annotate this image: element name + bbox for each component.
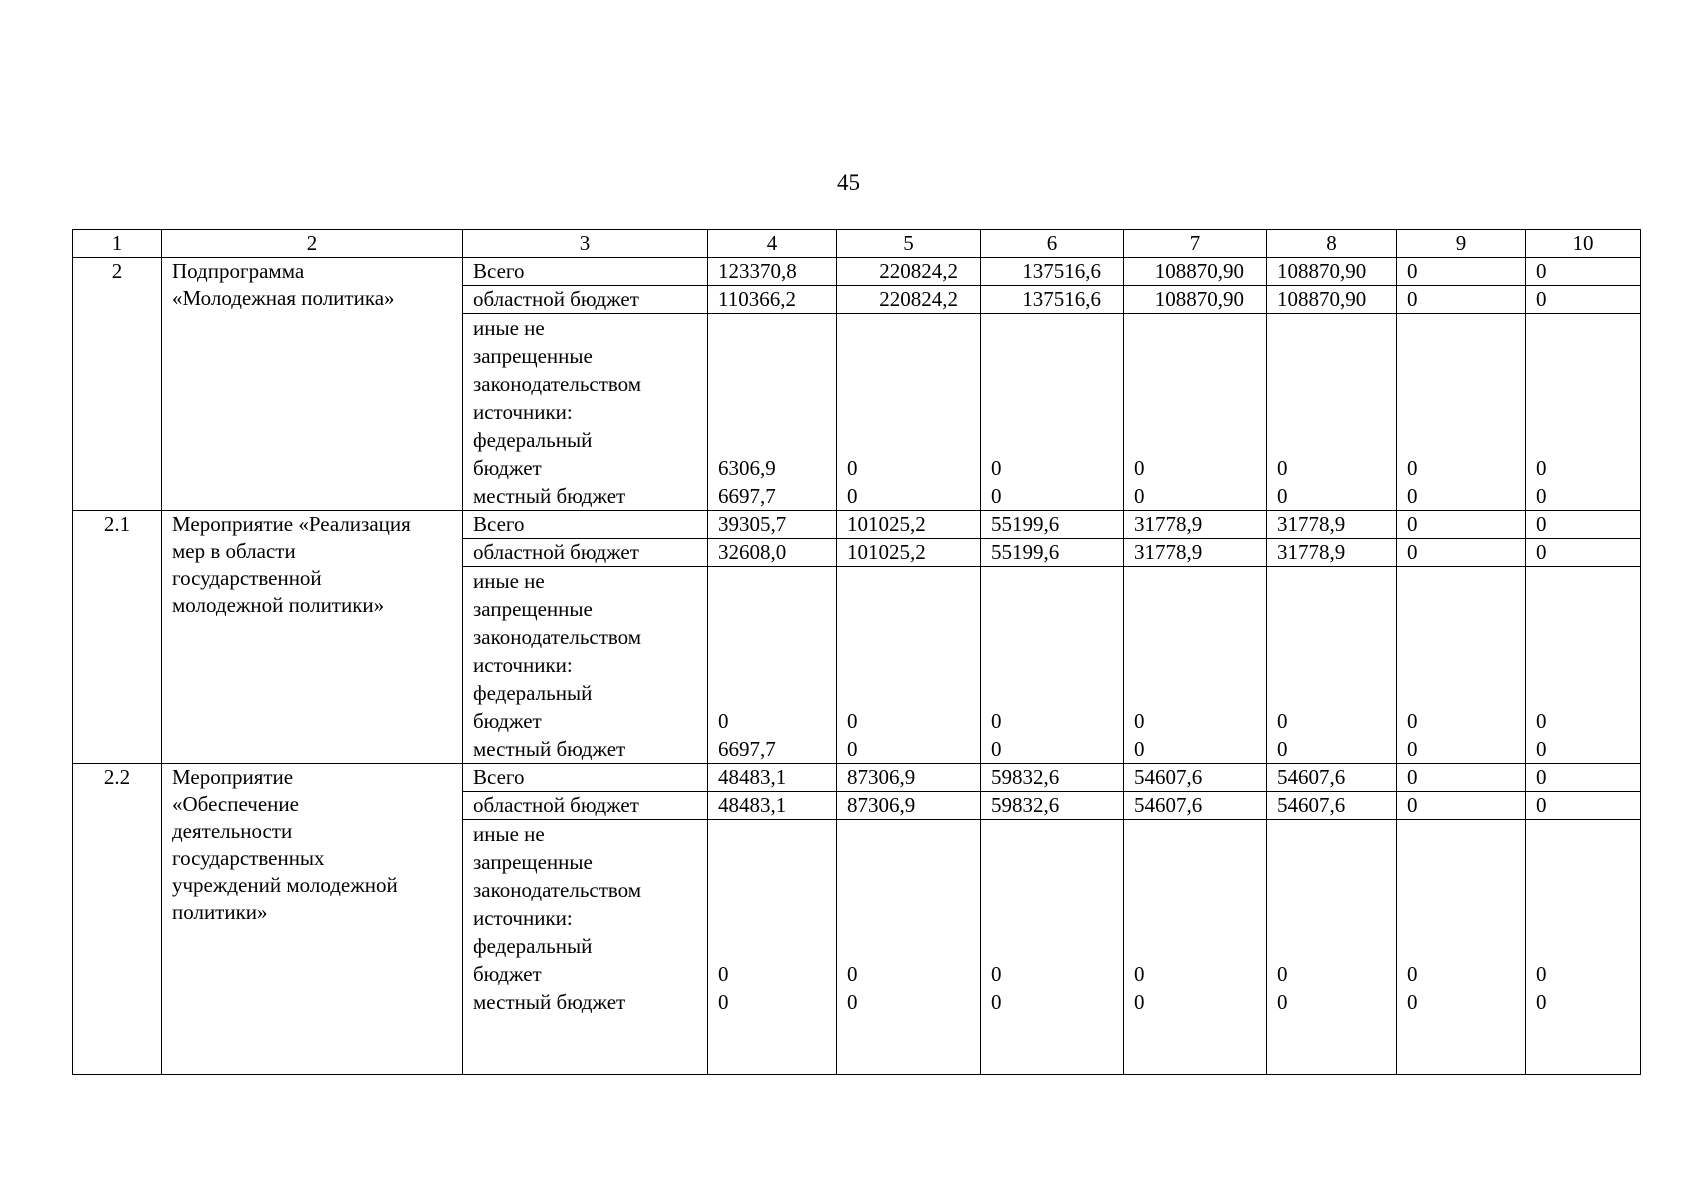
value-cell: 32608,0 (708, 539, 837, 567)
column-number: 6 (981, 230, 1124, 258)
value-cell: 0 0 (1267, 314, 1397, 511)
value-cell: 108870,90 (1124, 286, 1267, 314)
value-cell: 101025,2 (837, 539, 981, 567)
page-number: 45 (837, 170, 860, 195)
value-cell: 0 0 (837, 314, 981, 511)
source-label: Всего (463, 258, 708, 286)
column-number: 2 (162, 230, 463, 258)
value-cell: 59832,6 (981, 792, 1124, 820)
column-number: 4 (708, 230, 837, 258)
column-number: 1 (73, 230, 162, 258)
value-cell: 0 (1526, 258, 1641, 286)
value-cell: 0 0 (1397, 314, 1526, 511)
program-name: Подпрограмма «Молодежная политика» (162, 258, 463, 511)
source-label: иные не запрещенные законодательством источники: федеральный бюджет местный бюджет (463, 314, 708, 511)
value-cell: 39305,7 (708, 511, 837, 539)
value-cell: 0 (1397, 286, 1526, 314)
source-label: иные не запрещенные законодательством источники: федеральный бюджет местный бюджет (463, 820, 708, 1075)
total-row (73, 511, 1641, 539)
value-cell: 220824,2 (837, 286, 981, 314)
value-cell: 87306,9 (837, 764, 981, 792)
source-label: Всего (463, 764, 708, 792)
value-cell: 123370,8 (708, 258, 837, 286)
value-cell: 0 (1397, 258, 1526, 286)
value-cell: 0 0 (1397, 567, 1526, 764)
value-cell: 0 6697,7 (708, 567, 837, 764)
source-label: областной бюджет (463, 539, 708, 567)
value-cell: 108870,90 (1267, 258, 1397, 286)
value-cell: 0 0 (981, 820, 1124, 1075)
value-cell: 87306,9 (837, 792, 981, 820)
value-cell: 0 0 (1124, 314, 1267, 511)
value-cell: 31778,9 (1267, 539, 1397, 567)
value-cell: 55199,6 (981, 511, 1124, 539)
value-cell: 0 0 (837, 567, 981, 764)
value-cell: 0 0 (981, 567, 1124, 764)
column-number: 10 (1526, 230, 1641, 258)
value-cell: 0 0 (837, 820, 981, 1075)
row-number: 2.2 (73, 764, 162, 1075)
column-number: 7 (1124, 230, 1267, 258)
column-number: 3 (463, 230, 708, 258)
value-cell: 0 (1397, 764, 1526, 792)
value-cell: 137516,6 (981, 286, 1124, 314)
value-cell: 0 (1526, 792, 1641, 820)
source-label: областной бюджет (463, 286, 708, 314)
value-cell: 0 (1526, 286, 1641, 314)
value-cell: 0 0 (1397, 820, 1526, 1075)
row-number: 2.1 (73, 511, 162, 764)
budget-table (72, 229, 1641, 1075)
value-cell: 0 (1397, 511, 1526, 539)
value-cell: 48483,1 (708, 764, 837, 792)
source-label: областной бюджет (463, 792, 708, 820)
value-cell: 0 0 (1526, 567, 1641, 764)
source-label: Всего (463, 511, 708, 539)
value-cell: 54607,6 (1267, 792, 1397, 820)
total-row (73, 764, 1641, 792)
value-cell: 0 0 (1526, 314, 1641, 511)
value-cell: 137516,6 (981, 258, 1124, 286)
column-number: 5 (837, 230, 981, 258)
value-cell: 0 0 (708, 820, 837, 1075)
value-cell: 220824,2 (837, 258, 981, 286)
value-cell: 0 0 (1267, 567, 1397, 764)
value-cell: 54607,6 (1124, 764, 1267, 792)
value-cell: 54607,6 (1267, 764, 1397, 792)
value-cell: 0 (1526, 511, 1641, 539)
column-number: 9 (1397, 230, 1526, 258)
value-cell: 0 (1526, 539, 1641, 567)
total-row (73, 258, 1641, 286)
program-name: Мероприятие «Обеспечение деятельности государственных учреждений молодежной политики» (162, 764, 463, 1075)
value-cell: 110366,2 (708, 286, 837, 314)
value-cell: 101025,2 (837, 511, 981, 539)
value-cell: 0 (1526, 764, 1641, 792)
value-cell: 0 (1397, 792, 1526, 820)
value-cell: 55199,6 (981, 539, 1124, 567)
program-name: Мероприятие «Реализация мер в области государственной молодежной политики» (162, 511, 463, 764)
value-cell: 31778,9 (1124, 511, 1267, 539)
value-cell: 59832,6 (981, 764, 1124, 792)
value-cell: 0 (1397, 539, 1526, 567)
value-cell: 6306,9 6697,7 (708, 314, 837, 511)
value-cell: 108870,90 (1124, 258, 1267, 286)
value-cell: 108870,90 (1267, 286, 1397, 314)
value-cell: 0 0 (1124, 820, 1267, 1075)
value-cell: 54607,6 (1124, 792, 1267, 820)
value-cell: 31778,9 (1267, 511, 1397, 539)
column-number: 8 (1267, 230, 1397, 258)
row-number: 2 (73, 258, 162, 511)
value-cell: 0 0 (1526, 820, 1641, 1075)
value-cell: 0 0 (1267, 820, 1397, 1075)
column-numbers-row (73, 230, 1641, 258)
source-label: иные не запрещенные законодательством источники: федеральный бюджет местный бюджет (463, 567, 708, 764)
value-cell: 0 0 (981, 314, 1124, 511)
value-cell: 0 0 (1124, 567, 1267, 764)
value-cell: 31778,9 (1124, 539, 1267, 567)
value-cell: 48483,1 (708, 792, 837, 820)
